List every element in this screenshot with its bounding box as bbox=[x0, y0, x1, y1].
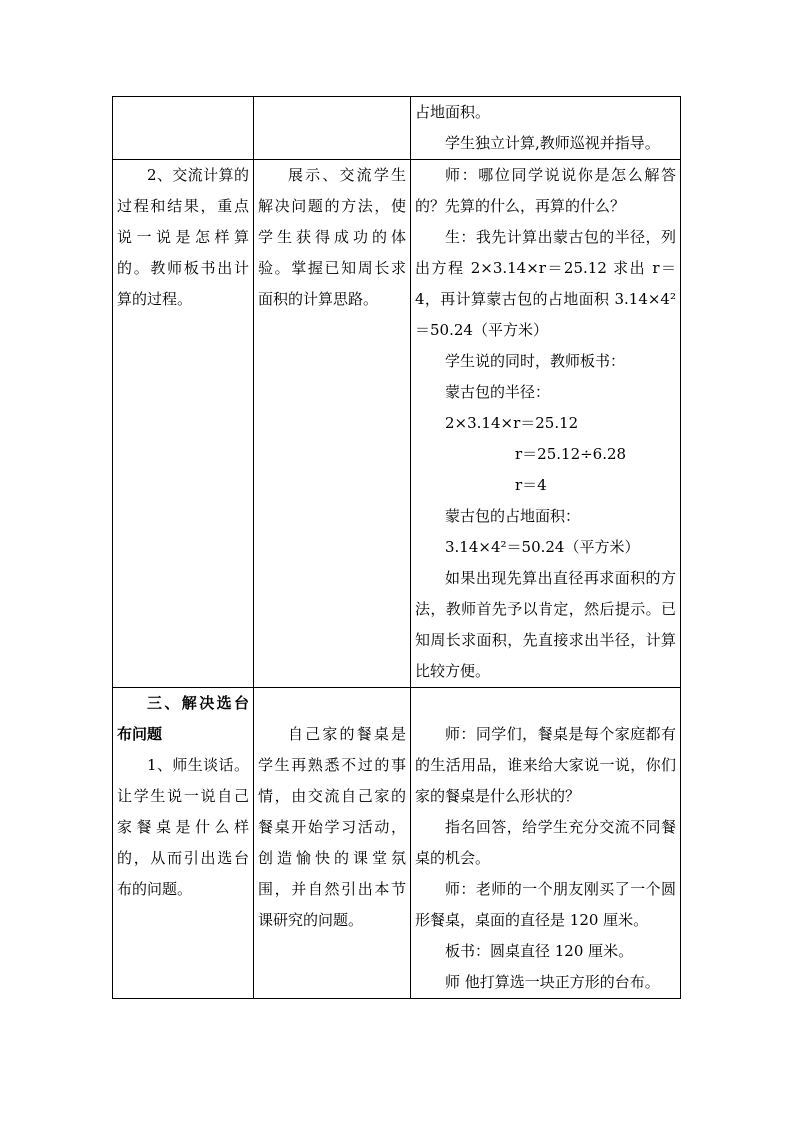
lesson-plan-table bbox=[112, 96, 681, 999]
teacher-statement: 师：老师的一个朋友刚买了一个圆形餐桌，桌面的直径是 120 厘米。 bbox=[415, 880, 676, 929]
table-row bbox=[113, 97, 681, 160]
intent-text: 自己家的餐桌是学生再熟悉不过的事情，由交流自己家的餐桌开始学习活动，创造愉快的课堂氛围，并自然引出本节课研究的问题。 bbox=[258, 725, 406, 929]
row1-intent-cell bbox=[254, 97, 411, 160]
equation: 2×3.14×r＝25.12 bbox=[445, 414, 579, 432]
row1-activity-cell bbox=[113, 97, 254, 160]
activity-text: 1、师生谈话。让学生说一说自己家餐桌是什么样的，从而引出选台布的问题。 bbox=[117, 756, 249, 898]
teacher-question: 师：哪位同学说说你是怎么解答的？先算的什么，再算的什么？ bbox=[415, 166, 676, 215]
row1-process-cell bbox=[411, 97, 681, 160]
intent-text: 展示、交流学生解决问题的方法，使学生获得成功的体验。掌握已知周长求面积的计算思路。 bbox=[258, 166, 406, 308]
row2-process-cell bbox=[411, 160, 681, 688]
activity-text: 2、交流计算的过程和结果，重点说一说是怎样算的。教师板书出计算的过程。 bbox=[117, 166, 249, 308]
board-heading-area: 蒙古包的占地面积： bbox=[445, 507, 581, 525]
text-line: 学生独立计算,教师巡视并指导。 bbox=[445, 134, 660, 152]
row3-process-cell bbox=[411, 688, 681, 999]
board-note: 学生说的同时，教师板书： bbox=[445, 352, 626, 370]
board-note: 板书：圆桌直径 120 厘米。 bbox=[445, 942, 634, 960]
table-row bbox=[113, 688, 681, 999]
row3-intent-cell bbox=[254, 688, 411, 999]
student-answer: 生：我先计算出蒙古包的半径，列出方程 2×3.14×r＝25.12 求出 r＝4，再计算蒙古包的占地面积 3.14×4²＝50.24（平方米） bbox=[415, 228, 676, 339]
board-heading-radius: 蒙古包的半径： bbox=[445, 383, 551, 401]
teacher-statement: 师 他打算选一块正方形的台布。 bbox=[445, 973, 660, 991]
equation: r＝4 bbox=[515, 476, 547, 494]
equation: 3.14×4²＝50.24（平方米） bbox=[445, 538, 640, 556]
row2-activity-cell bbox=[113, 160, 254, 688]
row3-activity-cell bbox=[113, 688, 254, 999]
teaching-tip: 如果出现先算出直径再求面积的方法，教师首先予以肯定，然后提示。已知周长求面积，先直接求出半径，计算比较方便。 bbox=[415, 569, 676, 680]
equation: r＝25.12÷6.28 bbox=[515, 445, 627, 463]
text-line: 占地面积。 bbox=[415, 103, 491, 121]
text-line: 指名回答，给学生充分交流不同餐桌的机会。 bbox=[415, 818, 676, 867]
row2-intent-cell bbox=[254, 160, 411, 688]
section-heading: 三、解决选台布问题 bbox=[117, 694, 249, 743]
table-row bbox=[113, 160, 681, 688]
teacher-question: 师：同学们，餐桌是每个家庭都有的生活用品，谁来给大家说一说，你们家的餐桌是什么形状的？ bbox=[415, 725, 676, 805]
